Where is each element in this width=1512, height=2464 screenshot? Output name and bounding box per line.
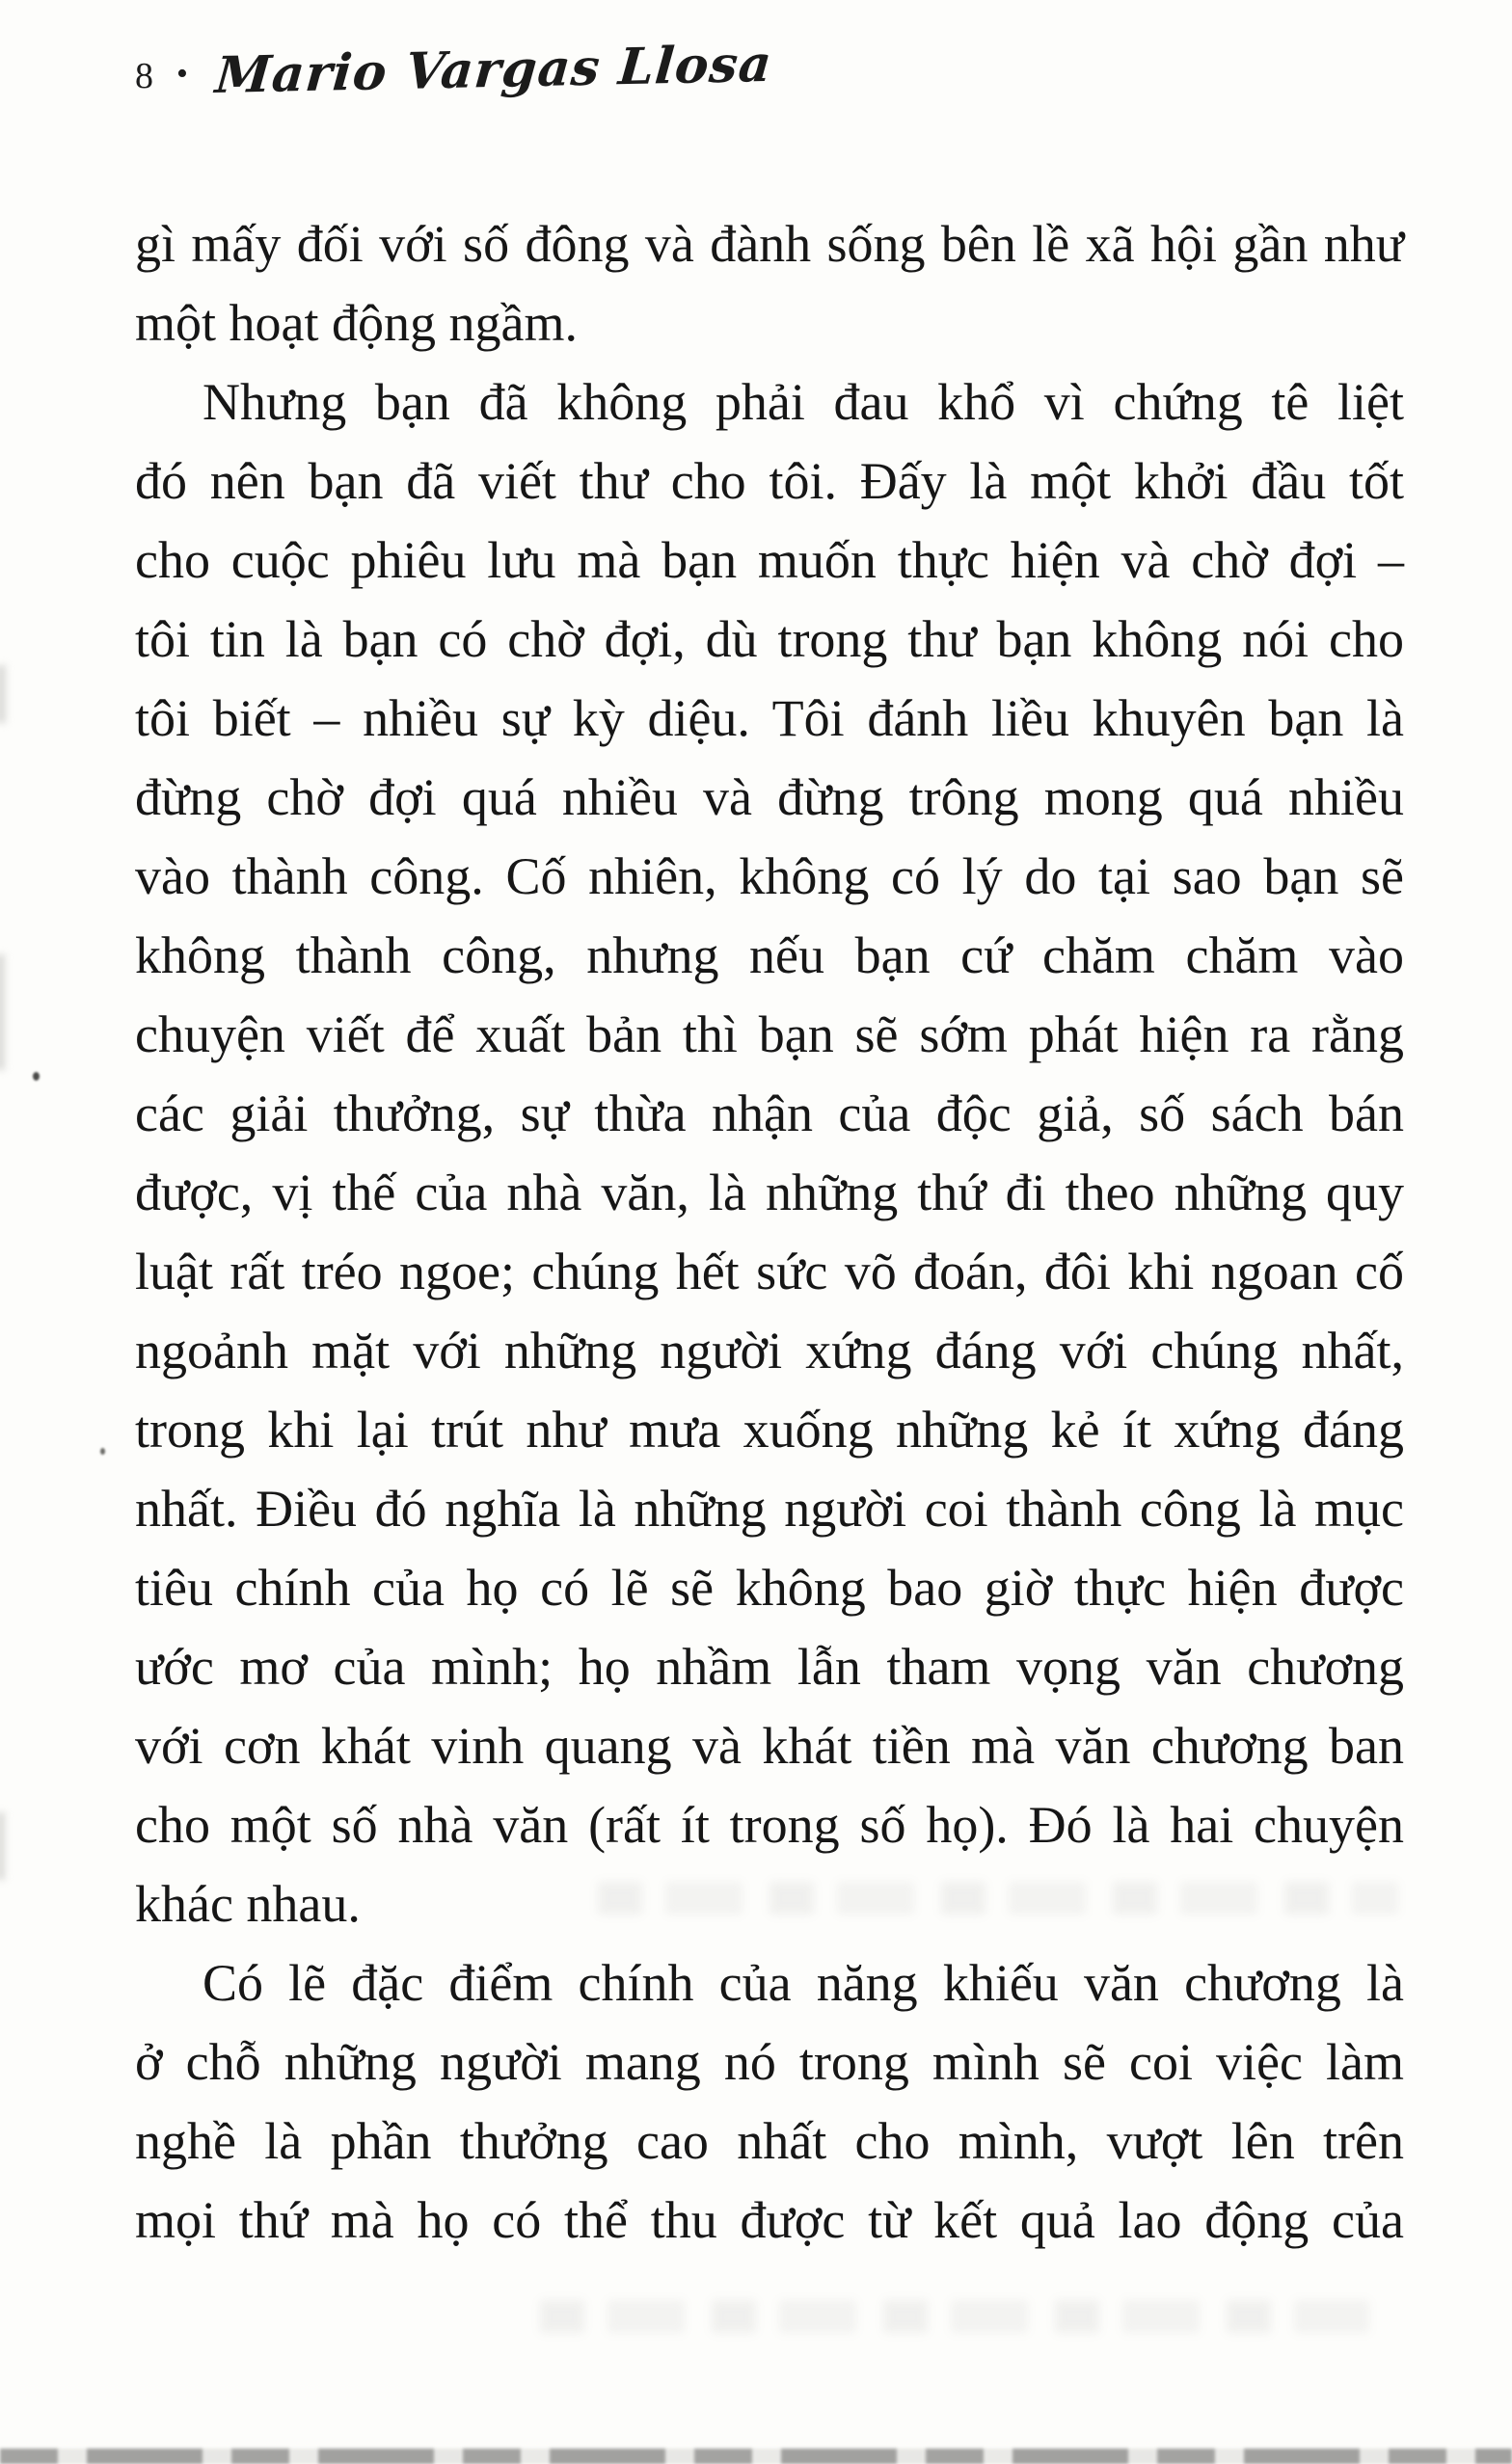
- text-line: Nhưng bạn đã không phải đau khổ vì chứng tê liệt: [202, 373, 1404, 431]
- text-line: tôi biết – nhiều sự kỳ diệu. Tôi đánh liều khuyên bạn là: [135, 689, 1404, 747]
- text-line: tôi tin là bạn có chờ đợi, dù trong thư bạn không nói cho: [135, 610, 1404, 668]
- text-line: tiêu chính của họ có lẽ sẽ không bao giờ thực hiện được: [135, 1559, 1404, 1617]
- text-line: ngoảnh mặt với những người xứng đáng với chúng nhất,: [135, 1322, 1404, 1379]
- text-line: vào thành công. Cố nhiên, không có lý do tại sao bạn sẽ: [135, 847, 1404, 905]
- page-bottom-edge-artifact: [0, 2449, 1512, 2464]
- scan-edge-smudge: [0, 665, 6, 723]
- scan-speck: [33, 1072, 40, 1081]
- text-line: nghề là phần thưởng cao nhất cho mình, vượt lên trên: [135, 2112, 1404, 2170]
- page-number: 8: [135, 55, 155, 96]
- ink-bleedthrough-artifact: [540, 2300, 1369, 2333]
- text-line: các giải thưởng, sự thừa nhận của độc giả, số sách bán: [135, 1085, 1404, 1142]
- text-line: luật rất tréo ngoe; chúng hết sức võ đoán, đôi khi ngoan cố: [135, 1243, 1404, 1300]
- text-line: mọi thứ mà họ có thể thu được từ kết quả lao động của: [135, 2191, 1404, 2249]
- text-line: đừng chờ đợi quá nhiều và đừng trông mong quá nhiều: [135, 768, 1404, 826]
- running-header: [135, 34, 775, 105]
- text-line: chuyện viết để xuất bản thì bạn sẽ sớm phát hiện ra rằng: [135, 1005, 1404, 1063]
- text-line: ở chỗ những người mang nó trong mình sẽ coi việc làm: [135, 2033, 1404, 2091]
- text-line: khác nhau.: [135, 1875, 361, 1933]
- text-line: không thành công, nhưng nếu bạn cứ chăm chăm vào: [135, 926, 1404, 984]
- scan-edge-smudge: [0, 1812, 5, 1880]
- text-line: cho một số nhà văn (rất ít trong số họ). Đó là hai chuyện: [135, 1796, 1404, 1854]
- text-line: một hoạt động ngầm.: [135, 294, 578, 352]
- author-signature: Mario Vargas Llosa: [212, 34, 775, 105]
- text-line: nhất. Điều đó nghĩa là những người coi thành công là mục: [135, 1480, 1404, 1538]
- text-line: trong khi lại trút như mưa xuống những kẻ ít xứng đáng: [135, 1401, 1404, 1459]
- scan-edge-smudge: [0, 954, 5, 1070]
- body-text: [135, 204, 1404, 2260]
- header-separator-dot: •: [176, 55, 188, 92]
- text-line: được, vị thế của nhà văn, là những thứ đi theo những quy: [135, 1164, 1404, 1221]
- text-line: với cơn khát vinh quang và khát tiền mà văn chương ban: [135, 1717, 1404, 1775]
- scan-speck: [100, 1448, 105, 1455]
- ink-bleedthrough-artifact: [598, 1882, 1398, 1915]
- text-line: cho cuộc phiêu lưu mà bạn muốn thực hiện và chờ đợi –: [135, 531, 1404, 589]
- text-line: ước mơ của mình; họ nhầm lẫn tham vọng văn chương: [135, 1638, 1404, 1696]
- text-line: gì mấy đối với số đông và đành sống bên lề xã hội gần như: [135, 215, 1404, 273]
- text-line: đó nên bạn đã viết thư cho tôi. Đấy là một khởi đầu tốt: [135, 452, 1404, 510]
- text-line: Có lẽ đặc điểm chính của năng khiếu văn chương là: [202, 1954, 1404, 2012]
